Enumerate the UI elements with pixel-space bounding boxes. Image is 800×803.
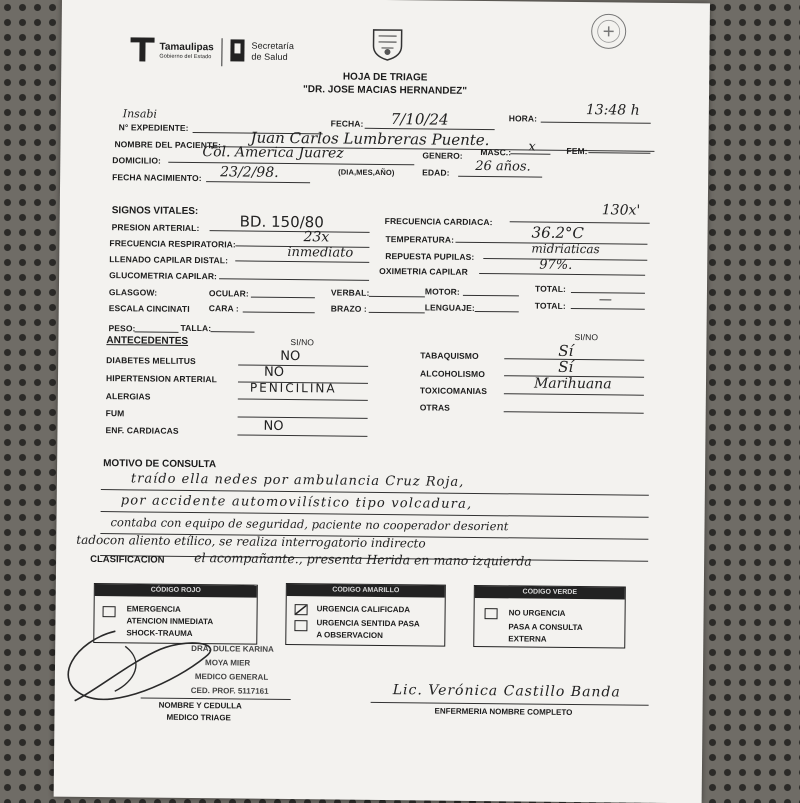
medico-firma-label-2: MEDICO TRIAGE (166, 712, 231, 723)
total-cincinati-value: — (598, 292, 612, 308)
brazo-label: BRAZO : (330, 303, 367, 314)
verbal-label: VERBAL: (330, 287, 370, 298)
stamp-line3: MEDICO GENERAL (194, 672, 269, 682)
oximetria-label: OXIMETRIA CAPILAR (379, 265, 468, 277)
codigo-amarillo-line3: A OBSERVACION (316, 630, 383, 641)
sino-right: SI/NO (574, 331, 599, 343)
dma-label: (DIA,MES,AÑO) (338, 167, 395, 178)
oximetria-value: 97%. (539, 257, 573, 273)
edad-value: 26 años. (475, 158, 531, 175)
hora-label: HORA: (508, 113, 538, 124)
hipertension-value: NO (264, 364, 285, 380)
nurse-signature: Lic. Verónica Castillo Banda (392, 682, 621, 701)
frec-resp-label: FRECUENCIA RESPIRATORIA: (109, 238, 236, 250)
fecha-nac-label: FECHA NACIMIENTO: (112, 172, 202, 184)
total-glasgow-label: TOTAL: (534, 283, 567, 294)
toxicomanias-label: TOXICOMANIAS (419, 385, 488, 397)
motivo-line-4: tadocon aliento etílico, se realiza interrogatorio indirecto (76, 532, 426, 551)
motivo-heading: MOTIVO DE CONSULTA (103, 458, 217, 471)
frec-card-label: FRECUENCIA CARDIACA: (384, 215, 493, 228)
presion-label: PRESION ARTERIAL: (111, 222, 200, 234)
toxicomanias-value: Marihuana (533, 375, 612, 393)
genero-label: GENERO: (422, 150, 463, 161)
enfermeria-firma-label: ENFERMERIA NOMBRE COMPLETO (434, 706, 573, 717)
edad-label: EDAD: (422, 167, 450, 178)
tabaquismo-value: Sí (558, 341, 574, 360)
hipertension-label: HIPERTENSION ARTERIAL (105, 373, 217, 385)
fecha-nac-value: 23/2/98. (220, 164, 279, 181)
codigo-verde-line1: NO URGENCIA (508, 608, 566, 618)
alergias-label: ALERGIAS (105, 391, 151, 402)
tabaquismo-label: TABAQUISMO (420, 350, 479, 361)
sino-left: SI/NO (290, 337, 315, 348)
codigo-amarillo-header: CODIGO AMARILLO (287, 584, 445, 598)
enf-card-label: ENF. CARDIACAS (105, 425, 179, 436)
pupilas-label: REPUESTA PUPILAS: (385, 251, 475, 262)
stamp-line2: MOYA MIER (205, 658, 251, 668)
codigo-verde-line3: EXTERNA (508, 634, 547, 644)
frec-resp-value: 23x (303, 229, 330, 246)
state-name: Tamaulipas (159, 41, 214, 54)
codigo-amarillo-line2: URGENCIA SENTIDA PASA (316, 618, 420, 629)
codigo-amarillo-line1: URGENCIA CALIFICADA (316, 604, 411, 615)
health-secretariat-icon (229, 38, 245, 62)
codigo-rojo-line1: EMERGENCIA (126, 604, 181, 614)
talla-label: TALLA: (180, 322, 212, 334)
diabetes-label: DIABETES MELLITUS (106, 355, 196, 367)
codigo-rojo-line2: ATENCION INMEDIATA (126, 616, 214, 627)
alergias-value: PENICILINA (249, 380, 337, 396)
nombre-label: NOMBRE DEL PACIENTE: (114, 139, 222, 151)
signos-heading: SIGNOS VITALES: (111, 205, 199, 218)
clasificacion-label: CLASIFICACION (90, 553, 165, 566)
motivo-line-3: contaba con equipo de seguridad, paciente no cooperador desorient (110, 515, 509, 534)
motor-label: MOTOR: (424, 286, 460, 297)
check-mark-icon (296, 605, 307, 614)
divider (221, 38, 222, 66)
fum-label: FUM (105, 408, 125, 419)
nombre-value: Juan Carlos Lumbreras Puente. (250, 128, 490, 150)
temperatura-value: 36.2°C (531, 223, 585, 243)
frec-card-value: 130x' (601, 202, 641, 219)
gluco-label: GLUCOMETRIA CAPILAR: (109, 270, 218, 282)
codigo-verde-box (473, 585, 626, 649)
expediente-label: N° EXPEDIENTE: (118, 122, 189, 133)
alcoholismo-value: Sí (558, 357, 574, 376)
state-sub: Gobierno del Estado (159, 53, 212, 61)
stamp-line4: CED. PROF. 5117161 (190, 685, 269, 696)
pupilas-value: midriaticas (531, 241, 600, 257)
hospital-seal-icon (589, 12, 627, 50)
codigo-rojo-checkbox[interactable] (103, 606, 116, 617)
codigo-rojo-line3: SHOCK-TRAUMA (126, 628, 193, 639)
expediente-value: Insabi (122, 107, 158, 121)
motivo-line-2: por accidente automovilístico tipo volcadura, (120, 493, 473, 512)
lenguaje-label: LENGUAJE: (424, 302, 475, 313)
otras-label: OTRAS (419, 402, 451, 413)
secretaria-line1: Secretaría (251, 40, 295, 52)
medico-firma-label-1: NOMBRE Y CEDULLA (158, 700, 242, 711)
fecha-value: 7/10/24 (390, 110, 449, 129)
hora-value: 13:48 h (585, 102, 640, 119)
codigo-amarillo-checkbox-2[interactable] (294, 620, 307, 631)
secretaria-line2: de Salud (251, 51, 288, 62)
cincinati-label: ESCALA CINCINATI (108, 303, 190, 314)
temperatura-label: TEMPERATURA: (385, 234, 455, 245)
cara-label: CARA : (208, 303, 239, 314)
domicilio-label: DOMICILIO: (112, 155, 162, 166)
ocular-label: OCULAR: (208, 288, 249, 299)
codigo-amarillo-box (285, 583, 446, 647)
llenado-value: inmediato (287, 244, 354, 261)
masc-mark: x (528, 139, 536, 155)
form-title: HOJA DE TRIAGE (342, 71, 428, 84)
codigo-rojo-header: CÓDIGO ROJO (95, 584, 257, 598)
enf-card-value: NO (263, 418, 284, 434)
diabetes-value: NO (280, 348, 301, 365)
triage-sheet (54, 0, 710, 803)
alcoholismo-label: ALCOHOLISMO (420, 368, 486, 380)
fecha-label: FECHA: (330, 118, 364, 129)
hospital-name: "DR. JOSE MACIAS HERNANDEZ" (303, 84, 468, 97)
motivo-line-1: traído ella nedes por ambulancia Cruz Roja, (130, 471, 465, 490)
antecedentes-heading: ANTECEDENTES (106, 335, 189, 347)
llenado-label: LLENADO CAPILAR DISTAL: (109, 254, 229, 266)
fem-label: FEM: (566, 145, 588, 157)
stamp-line1: DRA. DULCE KARINA (191, 643, 274, 654)
presion-value: BD. 150/80 (239, 212, 324, 232)
codigo-amarillo-checkbox[interactable] (295, 604, 308, 615)
tamaulipas-logo (127, 33, 157, 63)
glasgow-label: GLASGOW: (108, 287, 158, 298)
coat-of-arms-icon (369, 26, 405, 62)
masc-label: MASC.: (480, 146, 512, 158)
motivo-line-5: el acompañante., presenta Herida en mano izquierda (194, 550, 532, 569)
codigo-verde-header: CODIGO VERDE (475, 586, 625, 600)
total-cincinati-label: TOTAL: (534, 300, 566, 311)
codigo-verde-line2: PASA A CONSULTA (508, 622, 583, 633)
domicilio-value: Col. America Juarez (202, 144, 344, 162)
peso-label: PESO: (108, 323, 136, 334)
codigo-verde-checkbox[interactable] (485, 608, 498, 619)
